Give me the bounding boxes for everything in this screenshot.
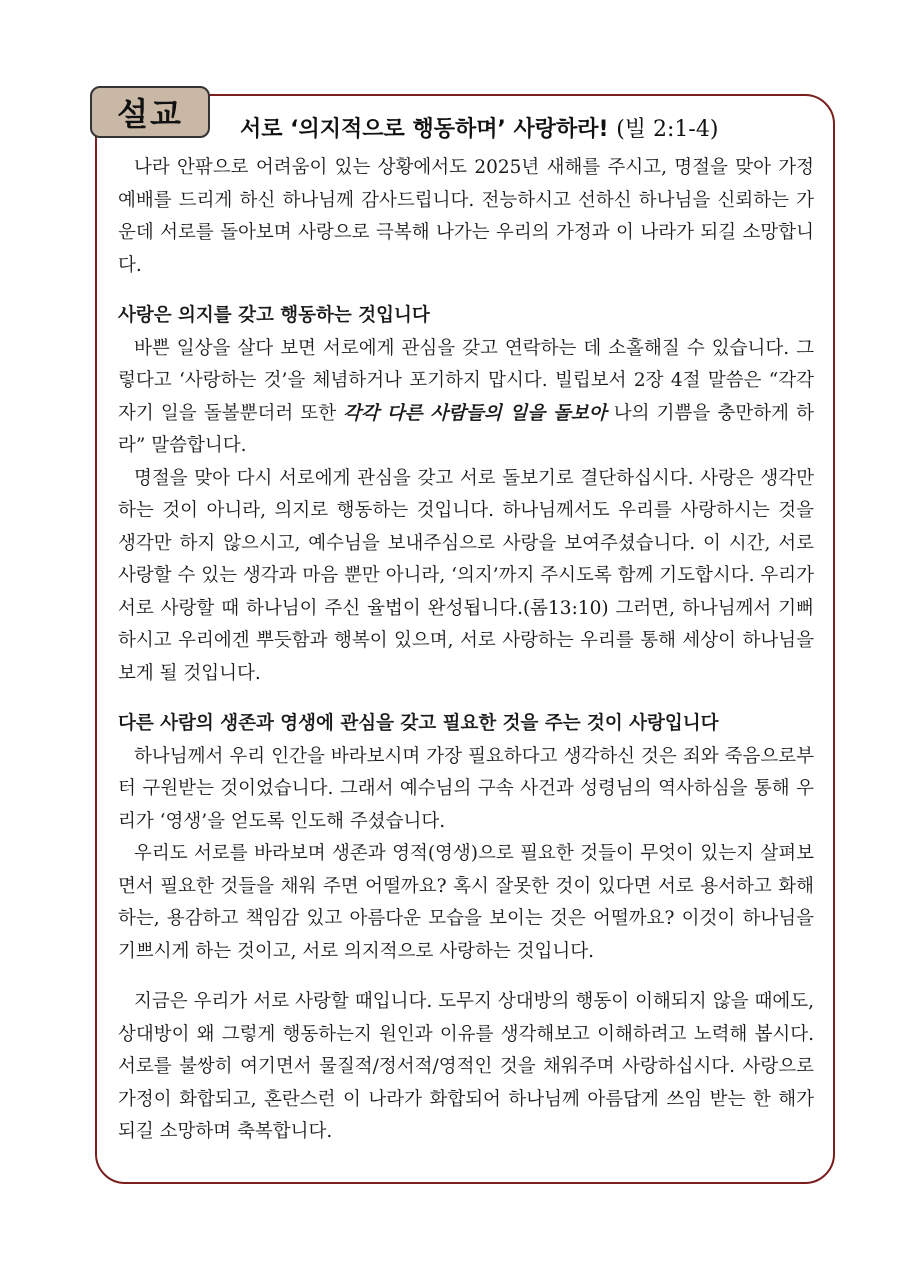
section-heading-2: 다른 사람의 생존과 영생에 관심을 갖고 필요한 것을 주는 것이 사랑입니다 bbox=[118, 713, 719, 734]
paragraph-1-end: 나의 기쁨을 충만하게 하라” 말씀합니다. bbox=[118, 402, 814, 456]
paragraph-2: 명절을 맞아 다시 서로에게 관심을 갖고 서로 돌보기로 결단하십시다. 사랑은 생각만 하는 것이 아니라, 의지로 행동하는 것입니다. 하나님께서도 우리를 사랑하시는 것을 생각만 하지 않으시고, 예수님을 보내주심으로 사랑을 보여주셨습니다. 이 시간, 서로 사랑할 수 있는 생각과 마음 뿐만 아니라, ‘의지’까지 주시도록 함께 기도합시다. 우리가 서로 사랑할 때 하나님이 주신 율법이 완성됩니다.(롬13:10) 그러면, 하나님께서 기뻐하시고 우리에겐 뿌듯함과 행복이 있으며, 서로 사랑하는 우리를 통해 세상이 하나님을 보게 될 것입니다. bbox=[118, 467, 814, 684]
sermon-label: 설교 bbox=[90, 86, 210, 138]
paragraph-5: 지금은 우리가 서로 사랑할 때입니다. 도무지 상대방의 행동이 이해되지 않을 때에도, 상대방이 왜 그렇게 행동하는지 원인과 이유를 생각해보고 이해하려고 노력해 봅시다. 서로를 불쌍히 여기면서 물질적/정서적/영적인 것을 채워주며 사랑하십시다. 사랑으로 가정이 화합되고, 혼란스런 이 나라가 화합되어 하나님께 아름답게 쓰임 받는 한 해가 되길 소망하며 축복합니다. bbox=[118, 991, 814, 1142]
paragraph-1-start: 바쁜 일상을 살다 보면 서로에게 관심을 갖고 연락하는 데 소홀해질 수 있습니다. 그렇다고 ‘사랑하는 것’을 체념하거나 포기하지 맙시다. 빌립보서 2장 4절 말씀은 “각각 자기 일을 돌볼뿐더러 또한 bbox=[118, 337, 814, 424]
section-heading-1: 사랑은 의지를 갖고 행동하는 것입니다 bbox=[118, 305, 430, 326]
sermon-title bbox=[240, 112, 718, 143]
paragraph-1-emphasis: 각각 다른 사람들의 일을 돌보아 bbox=[343, 402, 607, 424]
scripture-reference: (빌 2:1-4) bbox=[616, 117, 719, 142]
paragraph-3: 하나님께서 우리 인간을 바라보시며 가장 필요하다고 생각하신 것은 죄와 죽음으로부터 구원받는 것이었습니다. 그래서 예수님의 구속 사건과 성령님의 역사하심을 통해 우리가 ‘영생’을 얻도록 인도해 주셨습니다. bbox=[118, 745, 814, 832]
paragraph-4: 우리도 서로를 바라보며 생존과 영적(영생)으로 필요한 것들이 무엇이 있는지 살펴보면서 필요한 것들을 채워 주면 어떨까요? 혹시 잘못한 것이 있다면 서로 용서하고 화해하는, 용감하고 책임감 있고 아름다운 모습을 보이는 것은 어떨까요? 이것이 하나님을 기쁘시게 하는 것이고, 서로 의지적으로 사랑하는 것입니다. bbox=[118, 843, 814, 962]
title-text: 서로 ‘의지적으로 행동하며’ 사랑하라! bbox=[240, 117, 609, 142]
sermon-body bbox=[118, 152, 814, 1149]
intro-paragraph: 나라 안팎으로 어려움이 있는 상황에서도 2025년 새해를 주시고, 명절을 맞아 가정예배를 드리게 하신 하나님께 감사드립니다. 전능하시고 선하신 하나님을 신뢰하는 가운데 서로를 돌아보며 사랑으로 극복해 나가는 우리의 가정과 이 나라가 되길 소망합니다. bbox=[118, 157, 814, 276]
paragraph-1 bbox=[118, 333, 814, 463]
